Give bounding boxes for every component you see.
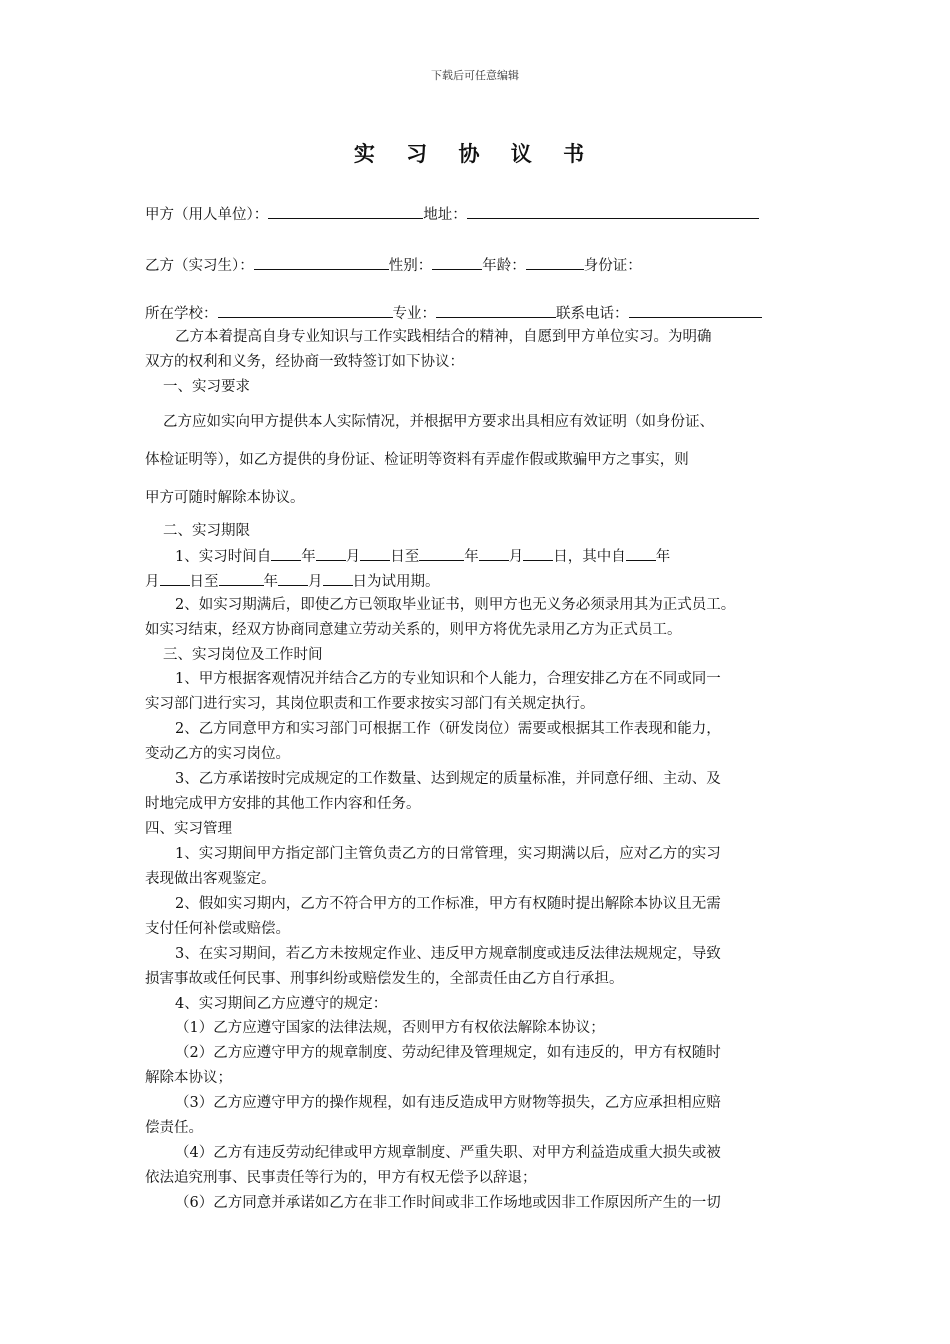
major-label: 专业： (392, 306, 436, 322)
section-heading: 一、实习要求 (163, 379, 250, 395)
paragraph-line: 1、甲方根据客观情况并结合乙方的专业知识和个人能力，合理安排乙方在不同或同一 (175, 671, 721, 687)
address-field[interactable] (467, 203, 759, 219)
phone-field[interactable] (629, 302, 762, 318)
date-blank[interactable] (219, 570, 264, 586)
paragraph-line: 变动乙方的实习岗位。 (145, 746, 290, 762)
date-blank[interactable] (479, 545, 509, 561)
paragraph-line: 支付任何补偿或赔偿。 (145, 921, 290, 937)
rule-line: （1）乙方应遵守国家的法律法规，否则甲方有权依法解除本协议； (175, 1020, 605, 1036)
section-heading: 三、实习岗位及工作时间 (163, 647, 323, 663)
paragraph-line: 实习部门进行实习，其岗位职责和工作要求按实习部门有关规定执行。 (145, 696, 595, 712)
party-a-line (145, 203, 759, 225)
page-title: 实 习 协 议 书 (353, 141, 597, 166)
party-b-name-field[interactable] (254, 254, 389, 270)
gender-field[interactable] (432, 254, 482, 270)
rule-line: 偿责任。 (145, 1120, 203, 1136)
period-line-1: 1、实习时间自 年 月 日至 年 月 日，其中自 年 (175, 545, 670, 567)
date-blank[interactable] (523, 545, 553, 561)
section-heading: 二、实习期限 (163, 523, 250, 539)
paragraph-line: 3、在实习期间，若乙方未按规定作业、违反甲方规章制度或违反法律法规规定，导致 (175, 946, 721, 962)
date-blank[interactable] (360, 545, 390, 561)
paragraph-line: 2、假如实习期内，乙方不符合甲方的工作标准，甲方有权随时提出解除本协议且无需 (175, 896, 721, 912)
rule-line: （3）乙方应遵守甲方的操作规程，如有违反造成甲方财物等损失，乙方应承担相应赔 (175, 1095, 721, 1111)
rule-line: 依法追究刑事、民事责任等行为的，甲方有权无偿予以辞退； (145, 1170, 537, 1186)
paragraph-line: 表现做出客观鉴定。 (145, 871, 276, 887)
party-b-label: 乙方（实习生）： (145, 258, 254, 274)
rule-line: （4）乙方有违反劳动纪律或甲方规章制度、严重失职、对甲方利益造成重大损失或被 (175, 1145, 721, 1161)
paragraph-line: 3、乙方承诺按时完成规定的工作数量、达到规定的质量标准，并同意仔细、主动、及 (175, 771, 721, 787)
paragraph-line: 乙方应如实向甲方提供本人实际情况，并根据甲方要求出具相应有效证明（如身份证、 (163, 414, 714, 430)
gender-label: 性别： (388, 258, 433, 274)
school-line (145, 302, 762, 324)
school-label: 所在学校： (145, 306, 218, 322)
date-blank[interactable] (316, 545, 346, 561)
paragraph-line: 如实习结束，经双方协商同意建立劳动关系的，则甲方将优先录用乙方为正式员工。 (145, 622, 682, 638)
paragraph-line: 损害事故或任何民事、刑事纠纷或赔偿发生的，全部责任由乙方自行承担。 (145, 971, 624, 987)
date-blank[interactable] (278, 570, 308, 586)
id-label: 身份证： (583, 258, 642, 274)
address-label: 地址： (423, 207, 467, 223)
rule-line: （6）乙方同意并承诺如乙方在非工作时间或非工作场地或因非工作原因所产生的一切 (175, 1195, 721, 1211)
intro-line: 乙方本着提高自身专业知识与工作实践相结合的精神，自愿到甲方单位实习。为明确 (175, 329, 712, 345)
intro-line: 双方的权利和义务，经协商一致特签订如下协议： (145, 354, 464, 370)
rule-line: 解除本协议； (145, 1070, 232, 1086)
paragraph-line: 4、实习期间乙方应遵守的规定： (175, 996, 388, 1012)
paragraph-line: 2、如实习期满后，即使乙方已领取毕业证书，则甲方也无义务必须录用其为正式员工。 (175, 597, 736, 613)
paragraph-line: 2、乙方同意甲方和实习部门可根据工作（研发岗位）需要或根据其工作表现和能力， (175, 721, 721, 737)
paragraph-line: 体检证明等），如乙方提供的身份证、检证明等资料有弄虚作假或欺骗甲方之事实，则 (145, 452, 689, 468)
age-field[interactable] (526, 254, 584, 270)
date-blank[interactable] (160, 570, 190, 586)
party-a-label: 甲方（用人单位）： (145, 207, 269, 223)
party-b-line (145, 254, 642, 276)
paragraph-line: 1、实习期间甲方指定部门主管负责乙方的日常管理，实习期满以后，应对乙方的实习 (175, 846, 721, 862)
age-label: 年龄： (482, 258, 526, 274)
date-blank[interactable] (271, 545, 301, 561)
major-field[interactable] (436, 302, 556, 318)
section-heading: 四、实习管理 (145, 821, 232, 837)
period-line-2: 月 日至 年 月 日为试用期。 (145, 570, 440, 592)
paragraph-line: 时地完成甲方安排的其他工作内容和任务。 (145, 796, 421, 812)
date-blank[interactable] (323, 570, 353, 586)
phone-label: 联系电话： (556, 306, 629, 322)
rule-line: （2）乙方应遵守甲方的规章制度、劳动纪律及管理规定，如有违反的，甲方有权随时 (175, 1045, 721, 1061)
party-a-name-field[interactable] (268, 203, 423, 219)
school-field[interactable] (218, 302, 393, 318)
paragraph-line: 甲方可随时解除本协议。 (145, 490, 305, 506)
date-blank[interactable] (419, 545, 464, 561)
page-header-note: 下载后可任意编辑 (431, 69, 519, 82)
date-blank[interactable] (626, 545, 656, 561)
